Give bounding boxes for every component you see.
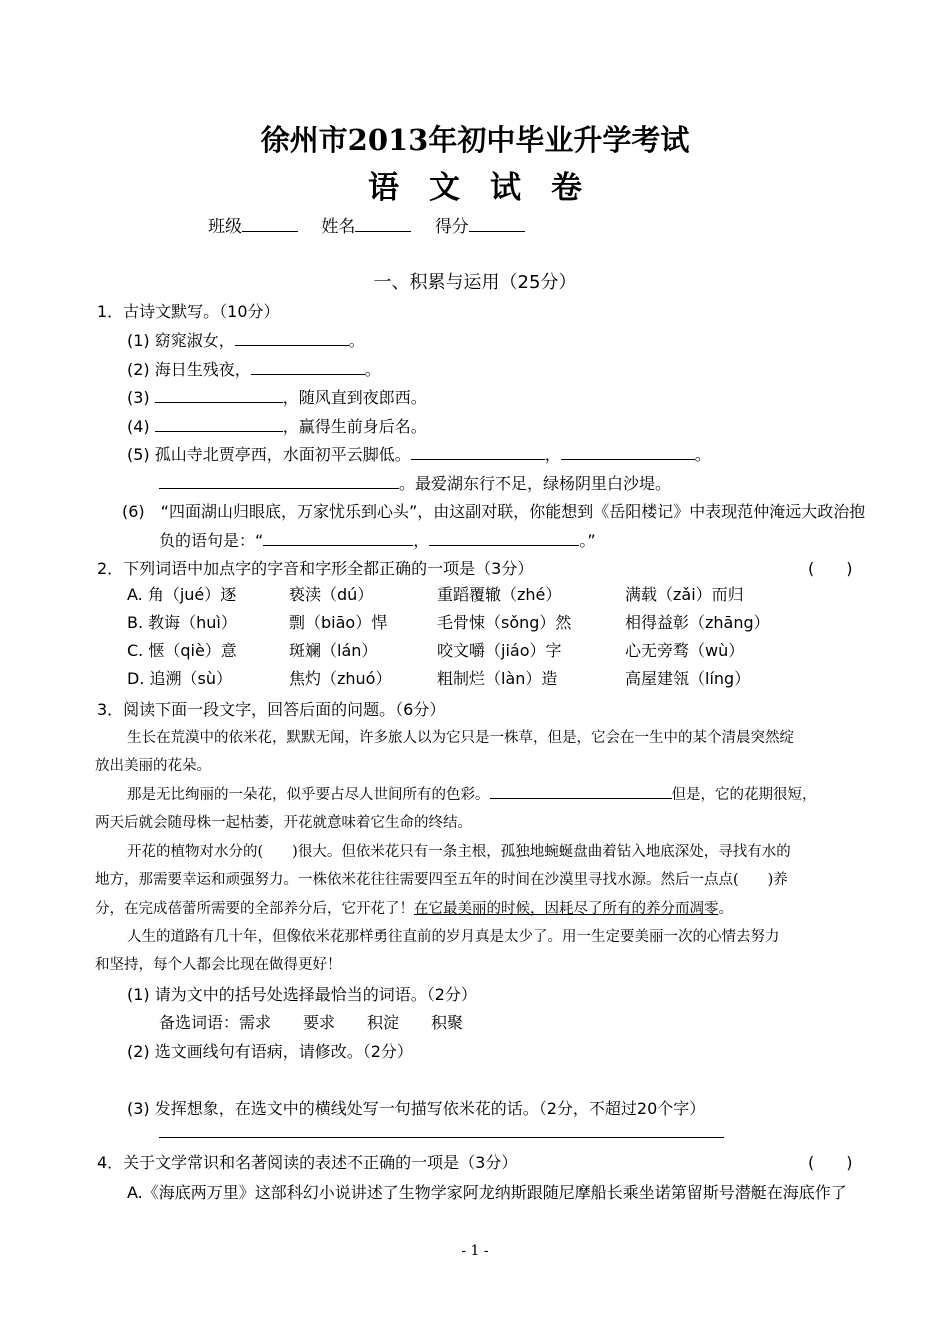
q1-item-3: (3) ，随风直到夜郎西。 [127,388,427,407]
passage-line: 人生的道路有几十年，但像依米花那样勇往直前的岁月真是太少了。用一生定要美丽一次的心情去努力 [127,929,780,945]
page-number: - 1 - [461,1243,489,1259]
q2-answer-paren[interactable]: ( ) [808,559,853,578]
q2-opt-c2: 斑斓（lán） [289,641,378,660]
q2-opt-c4: 心无旁骛（wù） [625,641,745,660]
name-blank[interactable] [355,213,411,232]
q2-opt-a1: A. 角（jué）逐 [127,585,237,604]
answer-blank[interactable] [429,531,579,546]
q2-opt-a3: 重蹈覆辙（zhé） [437,585,562,604]
passage-line: 那是无比绚丽的一朵花，似乎要占尽人世间所有的色彩。 但是，它的花期很短， [127,787,817,803]
q2-stem: 2．下列词语中加点字的字音和字形全都正确的一项是（3分） [97,559,534,578]
q1-item-5-cont: 。最爱湖东行不足，绿杨阴里白沙堤。 [159,471,671,494]
q4-stem: 4．关于文学常识和名著阅读的表述不正确的一项是（3分） [97,1153,518,1172]
name-label: 姓名 [321,217,356,237]
q2-opt-d1: D. 追溯（sù） [127,669,232,688]
q2-opt-c3: 咬文嚼（jiáo）字 [437,641,562,660]
q2-opt-d2: 焦灼（zhuó） [289,669,392,688]
passage-line: 和坚持，每个人都会比现在做得更好！ [95,957,342,973]
q2-opt-b4: 相得益彰（zhāng） [625,613,770,632]
class-label: 班级 [208,217,242,237]
answer-blank[interactable] [561,445,695,460]
passage-line: 两天后就会随母株一起枯萎，开花就意味着它生命的终结。 [95,815,472,831]
q2-opt-b1: B. 教诲（huì） [127,613,237,632]
passage-line: 放出美丽的花朵。 [95,758,211,774]
q1-stem: 1．古诗文默写。（10分） [97,302,280,321]
q1-item-6: (6) “四面湖山归眼底，万家忧乐到心头”，由这副对联，你能想到《岳阳楼记》中表现范仲淹远大政治抱 [122,502,866,521]
q3-sub-3: (3) 发挥想象，在选文中的横线处写一句描写依米花的话。（2分，不超过20个字） [127,1099,706,1118]
section-heading: 一、积累与运用（25分） [373,272,577,293]
q2-opt-b2: 剽（biāo）悍 [289,613,388,632]
q2-opt-c1: C. 惬（qiè）意 [127,641,237,660]
passage-line: 开花的植物对水分的( )很大。但依米花只有一条主根，孤独地蜿蜒盘曲着钻入地底深处，寻找有水的 [127,844,791,860]
q3-sub-1: (1) 请为文中的括号处选择最恰当的词语。（2分） [127,985,477,1004]
class-blank[interactable] [242,213,298,232]
answer-blank[interactable] [251,360,365,375]
q3-word-bank: 备选词语：需求 要求 积淀 积聚 [159,1013,464,1032]
answer-blank[interactable] [490,786,672,799]
q1-item-5: (5) 孤山寺北贾亭西，水面初平云脚低。 ， 。 [127,445,711,464]
exam-title: 徐州市2013年初中毕业升学考试 [260,123,690,157]
answer-blank[interactable] [235,331,349,346]
q3-stem: 3．阅读下面一段文字，回答后面的问题。（6分） [97,700,446,719]
answer-blank[interactable] [263,531,413,546]
q4-answer-paren[interactable]: ( ) [808,1153,853,1172]
passage-line: 分，在完成蓓蕾所需要的全部养分后，它开花了！在它最美丽的时候，因耗尽了所有的养分而凋零。 [95,901,733,917]
answer-blank[interactable] [159,474,399,489]
score-label: 得分 [434,217,469,237]
q2-opt-b3: 毛骨悚（sǒng）然 [437,613,572,632]
answer-blank[interactable] [155,417,283,432]
q2-opt-d3: 粗制烂（làn）造 [437,669,558,688]
answer-blank[interactable] [411,445,545,460]
student-info [208,212,525,237]
q1-item-1: (1) 窈窕淑女， 。 [127,331,365,350]
q3-answer-line[interactable] [159,1137,724,1138]
q2-opt-a4: 满载（zǎi）而归 [625,585,744,604]
exam-subtitle: 语文试卷 [368,170,612,206]
answer-blank[interactable] [155,388,283,403]
q4-opt-a: A.《海底两万里》这部科幻小说讲述了生物学家阿龙纳斯跟随尼摩船长乘坐诺第留斯号潜艇在海底作了 [127,1183,847,1202]
q1-item-4: (4) ，赢得生前身后名。 [127,417,427,436]
passage-line: 生长在荒漠中的依米花，默默无闻，许多旅人以为它只是一株草，但是，它会在一生中的某个清晨突然绽 [127,730,794,746]
q2-opt-d4: 高屋建瓴（líng） [625,669,751,688]
q1-item-2: (2) 海日生残夜， 。 [127,360,381,379]
q2-opt-a2: 亵渎（dú） [289,585,374,604]
q3-sub-2: (2) 选文画线句有语病，请修改。（2分） [127,1042,413,1061]
underlined-sentence: 在它最美丽的时候，因耗尽了所有的养分而凋零 [414,901,719,917]
score-blank[interactable] [469,213,525,232]
q1-item-6-cont: 负的语句是：“ ， 。” [159,531,596,550]
passage-line: 地方，那需要幸运和顽强努力。一株依米花往往需要四至五年的时间在沙漠里寻找水源。然后一点点( )养 [95,872,788,888]
